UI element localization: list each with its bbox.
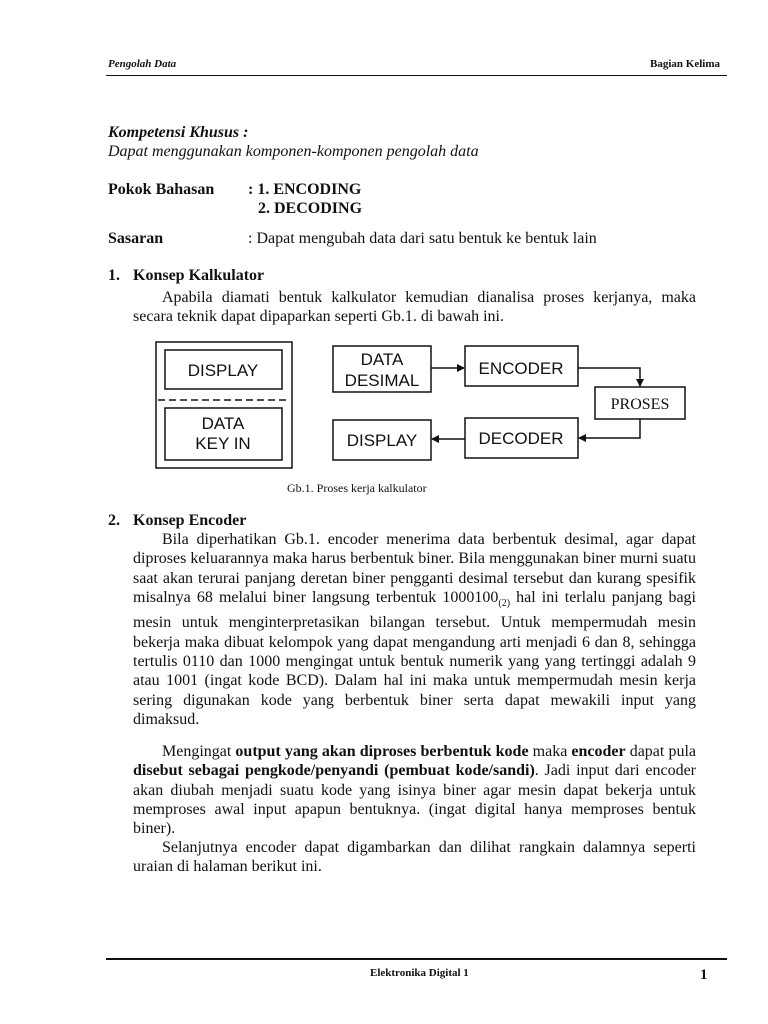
arrow-proses-to-decoder [579,419,640,438]
section-2-heading [108,512,246,530]
p2-text-g: . Jadi input dari encoder akan diubah menjadi suatu kode yang isinya biner agar mesin dapat bekerja untuk memproses awal input apapun bentuknya. (ingat digital hanya memproses bentuk biner). [133,762,696,838]
decoder-label: DECODER [478,429,564,448]
p2-bold-f: disebut sebagai pengkode/penyandi (pembuat kode/sandi) [133,762,535,780]
calculator-keyin-label-2: KEY IN [195,434,251,453]
p1-text-a: Bila diperhatikan Gb.1. encoder menerima data berbentuk desimal, agar dapat diproses keluarannya maka harus berbentuk biner. Bila menggunakan biner murni suatu saat akan terurai panjang deretan biner pengganti desimal tersebut dan kurang spesifik misalnya 68 melalui biner langsung terbentuk 1000100 [133,531,696,606]
p2-bold-d: encoder [571,743,626,760]
section-1-text: Apabila diamati bentuk kalkulator kemudian dianalisa proses kerjanya, maka secara teknik dapat dipaparkan seperti Gb.1. di bawah ini. [133,289,696,326]
sasaran-text: : Dapat mengubah data dari satu bentuk ke bentuk lain [248,230,597,247]
data-desimal-label-1: DATA [360,350,404,369]
p2-text-c: maka [528,743,572,760]
section-1-title: Konsep Kalkulator [133,267,265,284]
pokok-item-1: : 1. ENCODING [248,181,362,198]
pokok-item-2: 2. DECODING [258,200,363,217]
kompetensi-text: Dapat menggunakan komponen-komponen pengolah data [108,143,479,160]
figure-caption: Gb.1. Proses kerja kalkulator [287,481,427,495]
section-1-paragraph [133,288,696,327]
header-left: Pengolah Data [108,58,177,70]
section-2-paragraph-3 [133,838,696,877]
section-1-number: 1. [108,267,120,284]
footer-title: Elektronika Digital 1 [370,967,469,979]
proses-label: PROSES [610,396,670,413]
data-desimal-label-2: DESIMAL [344,371,420,390]
footer-rule [106,958,727,960]
section-1-heading [108,267,264,285]
p2-bold-b: output yang akan diproses berbentuk kode [235,743,529,760]
header-right: Bagian Kelima [650,58,720,70]
p3-text: Selanjutnya encoder dapat digambarkan dan dilihat rangkain dalamnya seperti uraian di halaman berikut ini. [133,839,696,876]
sasaran-label: Sasaran [108,230,164,247]
calculator-display-label: DISPLAY [187,361,259,380]
section-2-number: 2. [108,512,120,529]
section-2-paragraph-2 [133,742,696,838]
encoder-label: ENCODER [478,359,564,378]
section-2-paragraph-1 [133,530,696,729]
p1-subscript: (2) [498,598,511,610]
pokok-label: Pokok Bahasan [108,181,215,198]
arrow-encoder-to-proses [578,368,640,386]
calculator-keyin-label-1: DATA [201,414,245,433]
p2-text-a: Mengingat [162,743,236,760]
kompetensi-title: Kompetensi Khusus : [108,124,249,141]
p2-text-e: dapat pula [625,743,696,760]
p1-text-b: hal ini terlalu panjang bagi mesin untuk menginterpretasikan bilangan tersebut. Untuk mempermudah mesin bekerja maka dibuat kelompok yang dapat mengandung arti menjadi 6 dan 8, sehingga tertulis 0110 dan 1000 mengingat untuk bentuk numerik yang yang tertinggi adalah 9 atau 1001 (ingat kode BCD). Dalam hal ini maka untuk mempermudah mesin kerja sering digunakan kode yang berbentuk biner serta dapat mewakili input yang dimaksud. [133,588,697,728]
header-rule [106,75,727,76]
display-label: DISPLAY [346,431,418,450]
calculator-diagram [150,334,690,480]
page-number: 1 [700,967,708,983]
section-2-title: Konsep Encoder [133,512,247,529]
